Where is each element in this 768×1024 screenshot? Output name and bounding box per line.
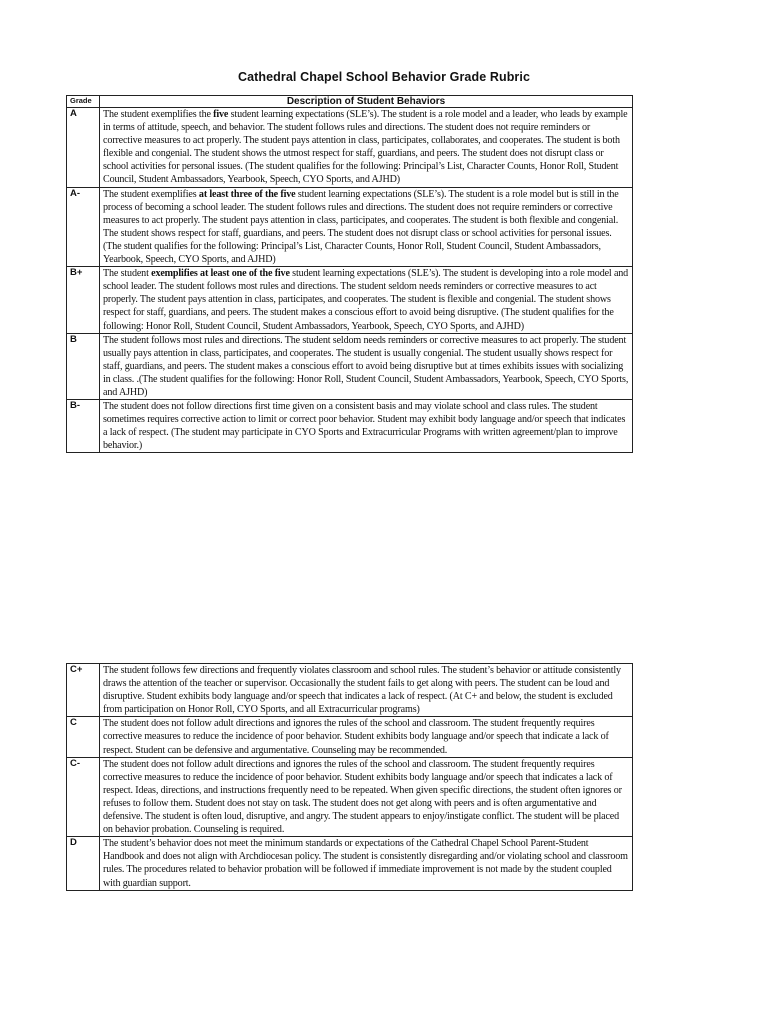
description-cell (100, 717, 633, 757)
description-text: student learning expectations (SLE’s). The student is developing into a role model and school leader. The student follows most rules and directions. The student seldom needs reminders or corrective measures to act properly. The student pays attention in class, participates, and cooperates. The student is flexible and congenial. The student shows respect for staff, guardians, and peers. The student makes a conscious effort to avoid being disruptive. (The student qualifies for the following: Honor Roll, Student Council, Student Ambassadors, Yearbook, Speech, CYO Sports, and AJHD) (103, 268, 629, 332)
description-text: The student does not follow adult directions and ignores the rules of the school and classroom. The student frequently requires corrective measures to reduce the incidence of poor behavior. Student exhibits body language and/or speech that indicate a lack of respect. Student can be defensive and argumentative. Counseling may be recommended. (103, 718, 609, 756)
grade-column-header: Grade (67, 96, 100, 108)
rubric-table-part-1 (66, 95, 633, 453)
grade-cell: A- (67, 187, 100, 267)
grade-cell: B- (67, 400, 100, 453)
table-row (67, 267, 633, 333)
description-cell (100, 837, 633, 890)
table-row (67, 400, 633, 453)
emphasis-text: at least three of the five (198, 188, 296, 200)
description-cell (100, 664, 633, 717)
grade-cell: C (67, 717, 100, 757)
grade-cell: C- (67, 757, 100, 837)
description-cell (100, 400, 633, 453)
table-header-row (67, 96, 633, 108)
description-text: student learning expectations (SLE’s). The student is a role model and a leader, who leads by example in terms of attitude, speech, and behavior. The student follows rules and directions. The student does not require reminders or corrective measures to act properly. The student pays attention in class, participates, collaborates, and cooperates. The student is both flexible and congenial. The student shows the utmost respect for staff, guardians, and peers. The student does not disrupt class or school activities for personal issues. (The student qualifies for the following: Principal’s List, Character Counts, Honor Roll, Student Council, Student Ambassadors, Yearbook, Speech, CYO Sports, and AJHD) (103, 109, 628, 186)
description-cell (100, 267, 633, 333)
description-text: The student follows few directions and frequently violates classroom and school rules. The student’s behavior or attitude consistently draws the attention of the teacher or supervisor. Occasionally the student fails to get along with peers. The student can be loud and disruptive. Student exhibits body language and/or speech that indicates a lack of respect. (At C+ and below, the student is excluded from participation on Honor Roll, CYO Sports, and all Extracurricular programs) (103, 665, 621, 716)
table-row (67, 108, 633, 188)
emphasis-text: exemplifies at least one of the five (151, 268, 290, 280)
emphasis-text: five (213, 109, 229, 120)
table-row (67, 333, 633, 399)
grade-cell: C+ (67, 664, 100, 717)
description-text: The student follows most rules and directions. The student seldom needs reminders or corrective measures to act properly. The student usually pays attention in class, participates, and cooperates. The student is usually congenial. The student usually shows respect for staff, guardians, and peers. The student makes a conscious effort to avoid being disruptive but at times exhibits issues with socializing in class. .(The student qualifies for the following: Honor Roll, Student Council, Student Ambassadors, Yearbook, Speech, CYO Sports, and AJHD) (103, 334, 629, 398)
page-title: Cathedral Chapel School Behavior Grade Rubric (237, 70, 531, 84)
description-text: The student does not follow directions first time given on a consistent basis and may violate school and class rules. The student sometimes requires corrective action to limit or correct poor behavior. Student may exhibit body language and/or speech that indicates a lack of respect. (The student may participate in CYO Sports and Extracurricular Programs with written agreement/plan to improve behavior.) (103, 401, 626, 452)
grade-cell: D (67, 837, 100, 890)
table-row (67, 664, 633, 717)
description-cell (100, 108, 633, 188)
table-row (67, 187, 633, 267)
table-row (67, 757, 633, 837)
grade-cell: B+ (67, 267, 100, 333)
description-cell (100, 187, 633, 267)
table-row (67, 717, 633, 757)
description-text: The student does not follow adult directions and ignores the rules of the school and classroom. The student frequently requires corrective measures to reduce the incidence of poor behavior. Student exhibits body language and/or speech that indicates a lack of respect. Ideas, directions, and instructions frequently need to be repeated. When given specific directions, the student often ignores or refuses to follow them. Student does not stay on task. The student does not get along with peers and is often argumentative and defensive. The student is often loud, disruptive, and angry. The student appears to enjoy/instigate conflict. The student will be placed on behavior probation. Counseling is required. (103, 758, 622, 836)
description-text: The student’s behavior does not meet the minimum standards or expectations of the Cathedral Chapel School Parent-Student Handbook and does not align with Archdiocesan policy. The student is consistently disregarding and/or violating school and classroom rules. The procedures related to behavior probation will be followed if immediate improvement is not made by the student coupled with guardian support. (103, 838, 628, 889)
table-row (67, 837, 633, 890)
rubric-table-part-2 (66, 663, 633, 891)
description-column-header: Description of Student Behaviors (100, 96, 633, 108)
description-cell (100, 757, 633, 837)
description-text: The student (103, 268, 152, 280)
description-text: student learning expectations (SLE’s). The student is a role model but is still in the process of becoming a school leader. The student follows rules and directions. The student does not require reminders or corrective measures to act properly. The student pays attention in class, participates, and cooperates. The student is both flexible and congenial. The student shows respect for staff, guardians, and peers. The student does not disrupt class or school activities for personal issues. (The student qualifies for the following: Principal’s List, Character Counts, Honor Roll, Student Council, Student Ambassadors, Yearbook, Speech, CYO Sports, and AJHD) (103, 188, 619, 266)
grade-cell: B (67, 333, 100, 399)
description-text: The student exemplifies (103, 188, 199, 200)
description-cell (100, 333, 633, 399)
description-text: The student exemplifies the (103, 109, 214, 120)
grade-cell: A (67, 108, 100, 188)
